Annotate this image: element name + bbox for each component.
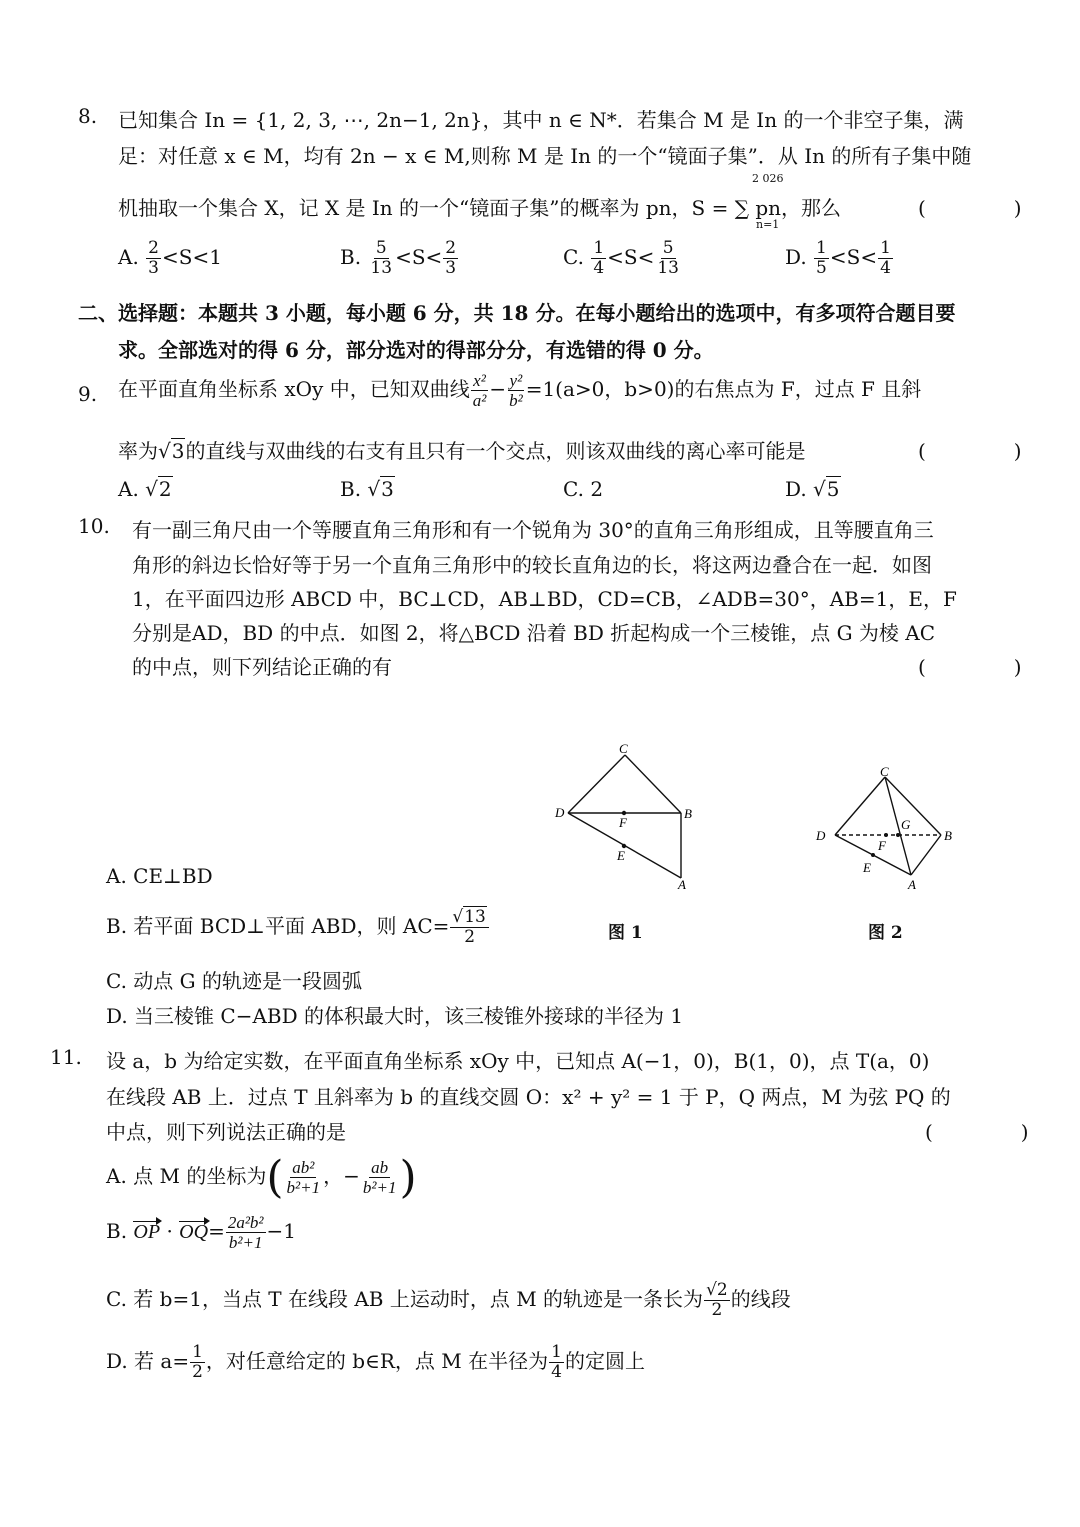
fraction: $\frac{\text{y²}}{\text{b²}}$	[509, 371, 523, 410]
point-E	[871, 853, 875, 857]
q9-option-c	[563, 477, 603, 501]
q9-text: 在平面直角坐标系 xOy 中，已知双曲线	[118, 377, 470, 401]
sqrt-radicand: 3	[171, 439, 185, 463]
fraction: $\frac{1}{4}$	[593, 238, 605, 278]
q11-line1: 设 a，b 为给定实数，在平面直角坐标系 xOy 中，已知点 A(−1，0)，B(1，0)，点 T(a，0)	[106, 1049, 930, 1073]
label-E: E	[617, 848, 625, 863]
q9-option-d: D. √5	[785, 477, 840, 501]
q8-line2: 足：对任意 x ∈ M，均有 2n − x ∈ M,则称 M 是 In 的一个“镜面子集”．从 In 的所有子集中随	[118, 144, 972, 168]
edge-BA	[911, 835, 941, 875]
q11-line2: 在线段 AB 上．过点 T 且斜率为 b 的直线交圆 O：x² + y² = 1 于 P，Q 两点，M 为弦 PQ 的	[106, 1085, 951, 1109]
label-D: D	[555, 805, 565, 820]
separator: ，−	[323, 1164, 360, 1188]
q11-answer-paren: ( )	[925, 1120, 1063, 1144]
section-header-line2: 求。全部选对的得 6 分，部分选对的得部分分，有选错的得 0 分。	[118, 338, 714, 362]
point-F	[884, 833, 888, 837]
figure-1-caption: 图 1	[608, 923, 643, 943]
q10-option-c: C. 动点 G 的轨迹是一段圆弧	[106, 969, 362, 993]
option-text: C. 若 b=1，当点 T 在线段 AB 上运动时，点 M 的轨迹是一条长为	[106, 1287, 704, 1311]
option-label: B.	[340, 477, 362, 501]
q10-answer-paren: ( )	[918, 655, 1056, 679]
option-text: 的定圆上	[564, 1349, 645, 1373]
q10-number: 10.	[78, 514, 110, 538]
q11-option-b	[106, 1214, 296, 1251]
q8-option-c	[563, 240, 682, 277]
q8-option-d	[785, 240, 894, 277]
fraction: $\frac{2}{3}$	[148, 238, 159, 278]
q9-number: 9.	[78, 382, 98, 406]
fraction: $\frac{√2}{2}$	[706, 1280, 728, 1320]
label-F: F	[878, 838, 886, 853]
fraction: $\frac{\text{ab²}}{\text{b²+1}}$	[286, 1158, 321, 1197]
q10-option-d: D. 当三棱锥 C−ABD 的体积最大时，该三棱锥外接球的半径为 1	[106, 1004, 684, 1028]
label-A: A	[678, 877, 686, 892]
fraction: $\frac{1}{4}$	[880, 238, 891, 278]
edge-DC	[835, 777, 885, 835]
option-text: <S<	[607, 245, 655, 269]
fraction: $\frac{1}{5}$	[816, 238, 827, 278]
q8-number: 8.	[78, 104, 98, 128]
fraction: $\frac{\text{2a²b²}}{\text{b²+1}}$	[227, 1213, 264, 1252]
q9-text: 的直线与双曲线的右支有且只有一个交点，则该双曲线的离心率可能是	[185, 439, 806, 463]
option-text: −1	[266, 1219, 297, 1243]
fraction: $\frac{1}{2}$	[192, 1342, 203, 1382]
option-text: <S<1	[162, 245, 222, 269]
point-G	[896, 833, 900, 837]
q9-line1	[118, 372, 921, 409]
q10-option-b	[106, 909, 490, 946]
fraction: $\frac{2}{3}$	[445, 238, 457, 278]
sqrt-radicand: 3	[381, 477, 394, 501]
q10-option-a: A. CE⊥BD	[106, 864, 213, 888]
q8-line1: 已知集合 In = {1, 2, 3, ⋯, 2n−1, 2n}，其中 n ∈ N*．若集合 M 是 In 的一个非空子集，满	[118, 108, 964, 132]
q9-answer-paren: ( )	[918, 439, 1056, 463]
figure-2-diagram	[808, 762, 958, 894]
option-text: 2	[590, 477, 604, 501]
equals-sign: =	[208, 1219, 225, 1243]
q11-line3: 中点，则下列说法正确的是	[106, 1120, 346, 1144]
sqrt-radicand: 2	[158, 477, 172, 501]
label-B: B	[944, 828, 952, 843]
option-label: C.	[563, 245, 584, 269]
option-text: A. 点 M 的坐标为	[106, 1164, 267, 1188]
label-C: C	[880, 764, 889, 779]
option-label: D.	[785, 245, 807, 269]
q9-option-b: B. √3	[340, 477, 394, 501]
option-text: <S<	[829, 245, 878, 269]
section-header-line1: 二、选择题：本题共 3 小题，每小题 6 分，共 18 分。在每小题给出的选项中，有多项符合题目要	[78, 301, 956, 325]
q11-number: 11.	[50, 1045, 82, 1069]
q9-text: 率为	[118, 439, 158, 463]
option-label: A.	[118, 477, 139, 501]
option-text: 的线段	[730, 1287, 791, 1311]
q11-option-d	[106, 1344, 645, 1381]
q10-line4: 分别是AD，BD 的中点．如图 2，将△BCD 沿着 BD 折起构成一个三棱锥，点 G 为棱 AC	[132, 621, 936, 645]
q10-line2: 角形的斜边长恰好等于另一个直角三角形中的较长直角边的长，将这两边叠合在一起．如图	[132, 553, 932, 577]
label-G: G	[901, 817, 911, 832]
option-label: D.	[785, 477, 807, 501]
label-B: B	[684, 806, 692, 821]
minus-sign: −	[489, 377, 507, 401]
fraction: $\frac{\text{x²}}{\text{a²}}$	[472, 371, 487, 410]
option-label: B.	[340, 245, 362, 269]
q9-text: =1(a>0，b>0)的右焦点为 F，过点 F 且斜	[525, 377, 922, 401]
option-text: <S<	[395, 245, 443, 269]
label-F: F	[619, 815, 627, 830]
segment-CB	[625, 755, 681, 813]
q10-line1: 有一副三角尺由一个等腰直角三角形和有一个锐角为 30°的直角三角形组成，且等腰直角三	[132, 518, 934, 542]
label-D: D	[816, 828, 826, 843]
q11-option-c	[106, 1282, 791, 1319]
option-label: A.	[118, 245, 139, 269]
label-A: A	[908, 877, 916, 892]
figure-1-diagram	[548, 738, 708, 898]
fraction: $\frac{√13}{2}$	[450, 909, 488, 946]
figure-2-caption: 图 2	[868, 923, 903, 943]
fraction: $\frac{5}{13}$	[657, 238, 679, 278]
fraction: $\frac{ab}{\text{b²+1}}$	[362, 1158, 397, 1197]
q8-option-b	[340, 240, 459, 277]
option-text: B. 若平面 BCD⊥平面 ABD，则 AC=	[106, 914, 450, 938]
q9-option-a: A. √2	[118, 477, 172, 501]
dot-operator: ·	[160, 1219, 180, 1243]
option-label: C.	[563, 477, 584, 501]
label-C: C	[619, 741, 628, 756]
vector-OP: OP	[133, 1221, 161, 1243]
vector-OQ: OQ	[179, 1221, 209, 1243]
q8-option-a	[118, 240, 222, 277]
q8-answer-paren: ( )	[918, 196, 1056, 220]
option-text: ，对任意给定的 b∈R，点 M 在半径为	[205, 1349, 549, 1373]
q8-sum-upper: 2 026	[752, 172, 784, 185]
fraction: $\frac{1}{4}$	[551, 1342, 562, 1382]
option-label: B.	[106, 1219, 128, 1243]
fraction: $\frac{5}{13}$	[370, 238, 393, 278]
sqrt-radicand: 5	[826, 477, 840, 501]
q9-line2: 率为√3的直线与双曲线的右支有且只有一个交点，则该双曲线的离心率可能是	[118, 439, 806, 463]
segment-DC	[568, 755, 625, 813]
q8-line3: 机抽取一个集合 X，记 X 是 In 的一个“镜面子集”的概率为 pn，S = ∑ pn，那么	[118, 196, 842, 220]
option-text: D. 若 a=	[106, 1349, 190, 1373]
q10-line5: 的中点，则下列结论正确的有	[132, 655, 392, 679]
label-E: E	[863, 860, 871, 875]
q8-sum-lower: n=1	[756, 218, 780, 231]
q10-line3: 1，在平面四边形 ABCD 中，BC⊥CD，AB⊥BD，CD=CB，∠ADB=30°，AB=1，E，F	[132, 587, 957, 611]
q11-option-a: A. 点 M 的坐标为( $\frac{\text{ab²}}{\text{b²+1}}$ ，− $\frac{ab}{\text{b²+1}}$ )	[106, 1152, 417, 1203]
